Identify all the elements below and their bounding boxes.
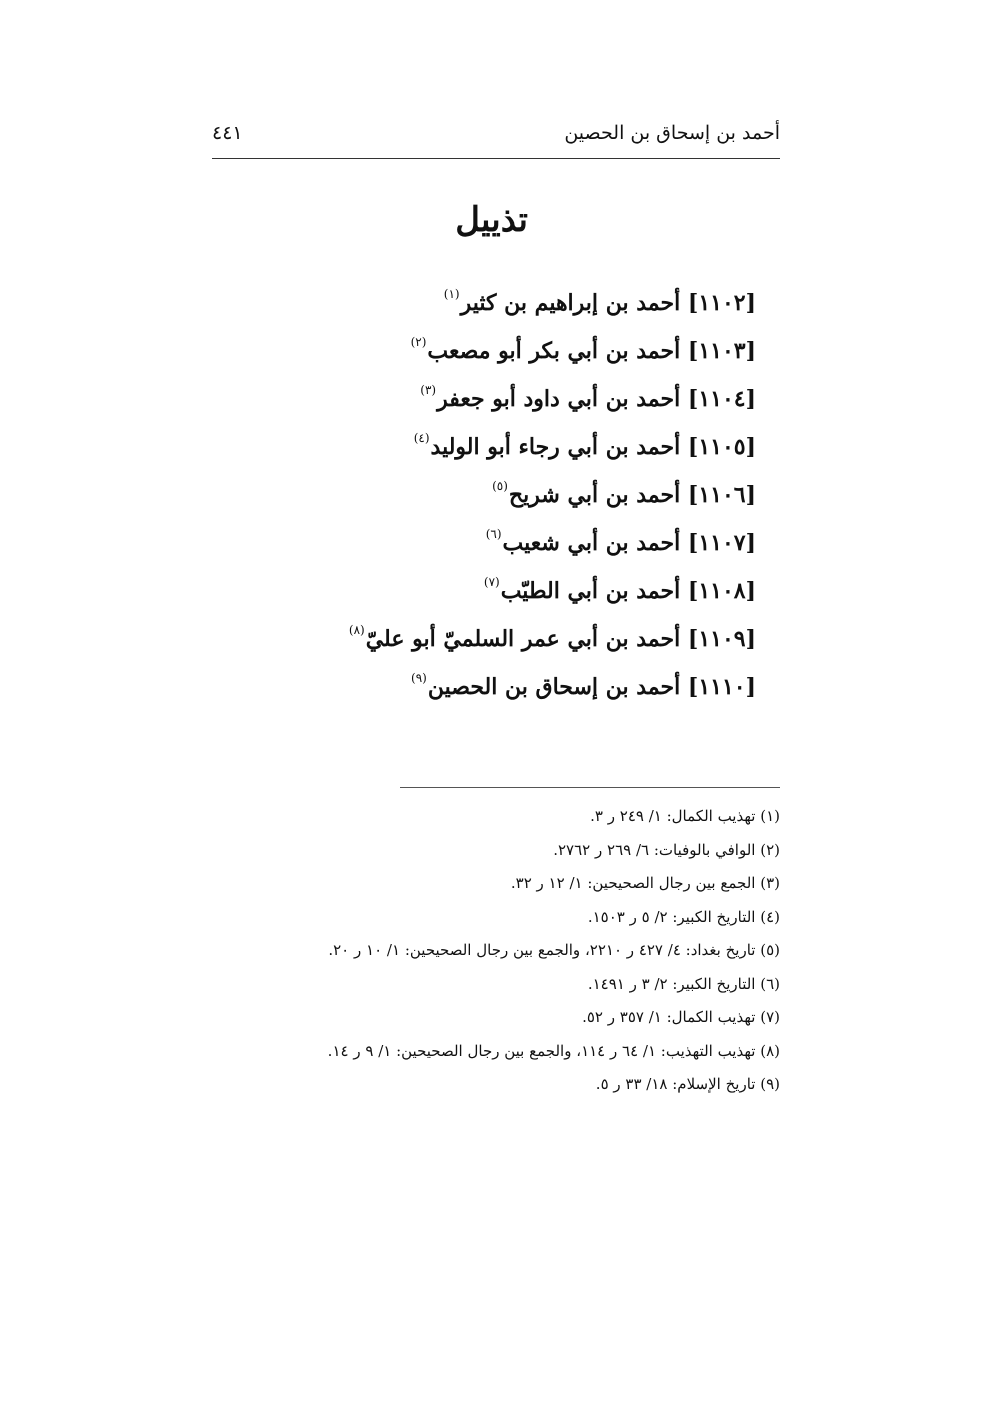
footnote-ref[interactable]: (٣) (420, 383, 437, 397)
entry-number: [١١٠٧] (687, 530, 756, 556)
entry-name: أحمد بن أبي شريح (508, 482, 681, 508)
entry-number: [١١١٠] (687, 674, 756, 700)
footnote-item: (٨) تهذيب التهذيب: ١/ ٦٤ ر ١١٤، والجمع بين رجال الصحيحين: ١/ ٩ ر ١٤. (327, 1041, 780, 1060)
entry-item (349, 462, 756, 510)
entry-name: أحمد بن إبراهيم بن كثير (460, 290, 681, 316)
entry-name: أحمد بن أبي بكر أبو مصعب (427, 338, 681, 364)
entry-name: أحمد بن أبي عمر السلميّ أبو عليّ (365, 626, 681, 652)
footnote-item: (٦) التاريخ الكبير: ٢/ ٣ ر ١٤٩١. (587, 974, 780, 993)
page-number: ٤٤١ (212, 122, 243, 144)
entry-number: [١١٠٣] (687, 338, 756, 364)
footnote-ref[interactable]: (٥) (492, 479, 508, 493)
entry-item (349, 366, 756, 414)
entry-item (349, 654, 756, 702)
entry-item (349, 510, 756, 558)
entry-number: [١١٠٥] (687, 434, 756, 460)
footnote-ref[interactable]: (٨) (348, 623, 365, 637)
entry-number: [١١٠٢] (687, 290, 756, 316)
footnote-item: (٧) تهذيب الكمال: ١/ ٣٥٧ ر ٥٢. (582, 1008, 780, 1026)
footnote-ref[interactable]: (٢) (410, 335, 427, 349)
footnote-ref[interactable]: (٩) (411, 671, 427, 685)
footnote-item: (٣) الجمع بين رجال الصحيحين: ١/ ١٢ ر ٣٢. (510, 874, 780, 892)
entry-name: أحمد بن إسحاق بن الحصين (427, 674, 681, 700)
section-title: تذييل (455, 200, 528, 240)
footnote-item: (٩) تاريخ الإسلام: ١٨/ ٣٣ ر ٥. (595, 1075, 780, 1093)
entry-item (349, 414, 756, 462)
footnote-item: (٥) تاريخ بغداد: ٤/ ٤٢٧ ر ٢٢١٠، والجمع بين رجال الصحيحين: ١/ ١٠ ر ٢٠. (328, 941, 780, 959)
footnote-ref[interactable]: (٧) (483, 575, 500, 589)
entry-item (349, 606, 756, 654)
entry-number: [١١٠٩] (687, 626, 756, 652)
header-title: أحمد بن إسحاق بن الحصين (564, 122, 780, 144)
footnote-item: (١) تهذيب الكمال: ١/ ٢٤٩ ر ٣. (590, 807, 780, 825)
entry-number: [١١٠٤] (687, 386, 756, 412)
entry-number: [١١٠٨] (687, 578, 756, 604)
entry-name: أحمد بن أبي رجاء أبو الوليد (430, 434, 681, 460)
footnote-ref[interactable]: (١) (443, 287, 460, 301)
footnote-ref[interactable]: (٤) (413, 431, 430, 445)
entry-item (349, 558, 756, 606)
entry-name: أحمد بن أبي شعيب (502, 530, 681, 556)
footnote-ref[interactable]: (٦) (485, 527, 502, 541)
entry-name: أحمد بن أبي داود أبو جعفر (437, 386, 681, 412)
entry-number: [١١٠٦] (687, 482, 756, 508)
footnote-item: (٢) الوافي بالوفيات: ٦/ ٢٦٩ ر ٢٧٦٢. (553, 840, 780, 859)
entry-name: أحمد بن أبي الطيّب (500, 578, 681, 604)
entry-item (349, 270, 756, 318)
running-header (212, 118, 780, 159)
footnote-divider (400, 787, 780, 788)
footnote-item: (٤) التاريخ الكبير: ٢/ ٥ ر ١٥٠٣. (587, 907, 780, 926)
entry-item (349, 318, 756, 366)
footnote-list (328, 800, 780, 1102)
entry-list (349, 270, 756, 702)
